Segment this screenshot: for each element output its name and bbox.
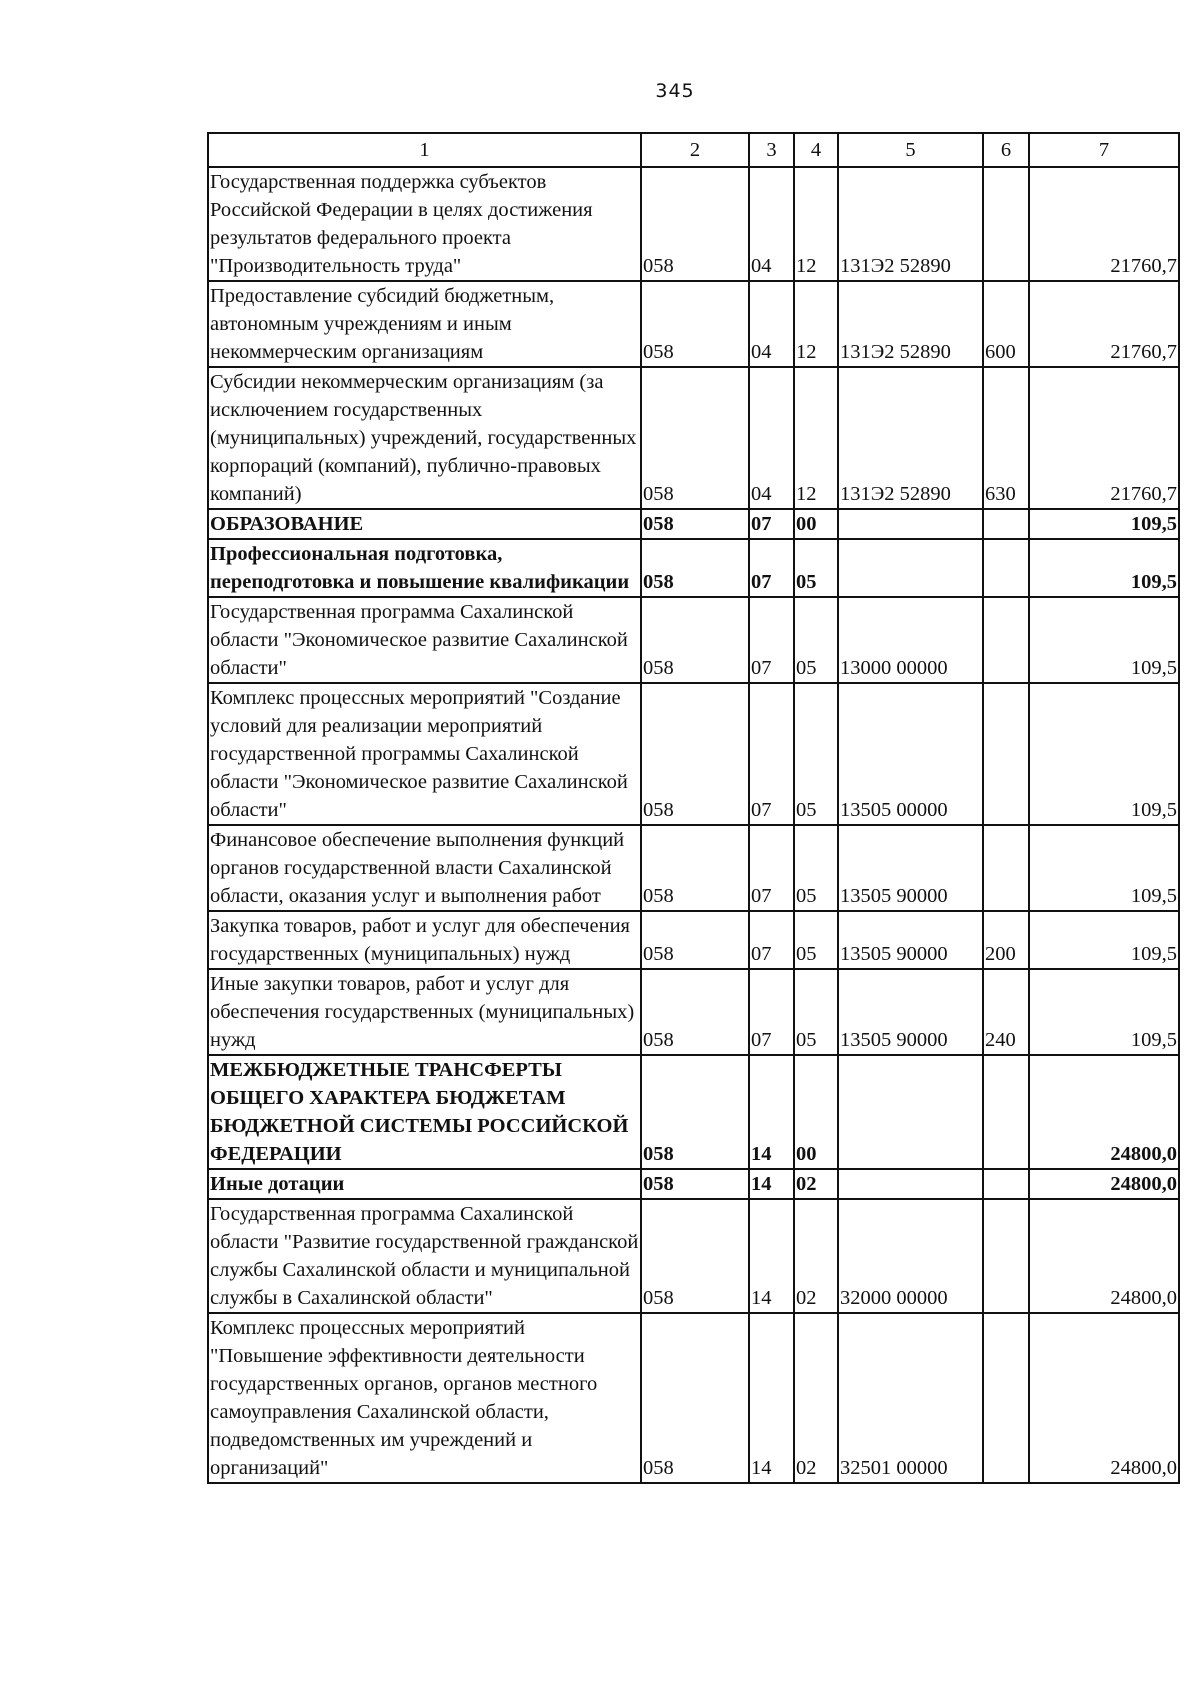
cell-target: 13505 90000 <box>838 969 983 1055</box>
cell-name: Предоставление субсидий бюджетным, автономным учреждениям и иным некоммерческим организациям <box>208 281 641 367</box>
table-row <box>208 1055 1179 1169</box>
cell-kind <box>983 683 1029 825</box>
table-row <box>208 825 1179 911</box>
cell-section: 07 <box>749 825 794 911</box>
cell-name: Государственная программа Сахалинской области "Экономическое развитие Сахалинской области" <box>208 597 641 683</box>
cell-ministry: 058 <box>641 167 749 281</box>
cell-section: 14 <box>749 1169 794 1199</box>
cell-amount: 24800,0 <box>1029 1055 1179 1169</box>
cell-name: Государственная поддержка субъектов Российской Федерации в целях достижения результатов федерального проекта "Производительность труда" <box>208 167 641 281</box>
table-row <box>208 683 1179 825</box>
cell-amount: 109,5 <box>1029 597 1179 683</box>
cell-section: 14 <box>749 1055 794 1169</box>
cell-amount: 109,5 <box>1029 825 1179 911</box>
cell-name: Финансовое обеспечение выполнения функций органов государственной власти Сахалинской области, оказания услуг и выполнения работ <box>208 825 641 911</box>
budget-table <box>207 132 1180 1484</box>
cell-subsection: 05 <box>794 969 838 1055</box>
cell-ministry: 058 <box>641 597 749 683</box>
cell-name: Иные закупки товаров, работ и услуг для обеспечения государственных (муниципальных) нужд <box>208 969 641 1055</box>
column-header-4: 4 <box>794 133 838 167</box>
cell-kind <box>983 1313 1029 1483</box>
cell-amount: 109,5 <box>1029 509 1179 539</box>
column-header-5: 5 <box>838 133 983 167</box>
cell-amount: 24800,0 <box>1029 1313 1179 1483</box>
table-row <box>208 281 1179 367</box>
table-row <box>208 509 1179 539</box>
cell-amount: 109,5 <box>1029 539 1179 597</box>
table-row <box>208 367 1179 509</box>
table-row <box>208 1313 1179 1483</box>
table-row <box>208 1199 1179 1313</box>
cell-kind: 240 <box>983 969 1029 1055</box>
column-header-3: 3 <box>749 133 794 167</box>
cell-ministry: 058 <box>641 969 749 1055</box>
cell-section: 07 <box>749 597 794 683</box>
cell-kind: 630 <box>983 367 1029 509</box>
column-header-2: 2 <box>641 133 749 167</box>
cell-name: Комплекс процессных мероприятий "Повышение эффективности деятельности государственных органов, органов местного самоуправления Сахалинской области, подведомственных им учреждений и организаций" <box>208 1313 641 1483</box>
cell-ministry: 058 <box>641 1055 749 1169</box>
cell-section: 07 <box>749 911 794 969</box>
cell-kind: 600 <box>983 281 1029 367</box>
cell-subsection: 05 <box>794 911 838 969</box>
table-row <box>208 1169 1179 1199</box>
cell-target: 131Э2 52890 <box>838 367 983 509</box>
column-header-6: 6 <box>983 133 1029 167</box>
cell-subsection: 02 <box>794 1169 838 1199</box>
cell-name: МЕЖБЮДЖЕТНЫЕ ТРАНСФЕРТЫ ОБЩЕГО ХАРАКТЕРА БЮДЖЕТАМ БЮДЖЕТНОЙ СИСТЕМЫ РОССИЙСКОЙ ФЕДЕРАЦИИ <box>208 1055 641 1169</box>
cell-amount: 109,5 <box>1029 683 1179 825</box>
cell-target <box>838 509 983 539</box>
cell-kind <box>983 1169 1029 1199</box>
cell-ministry: 058 <box>641 1313 749 1483</box>
cell-target: 13000 00000 <box>838 597 983 683</box>
column-number-row <box>208 133 1179 167</box>
table-row <box>208 167 1179 281</box>
budget-table-body <box>208 133 1179 1483</box>
cell-section: 07 <box>749 969 794 1055</box>
column-header-7: 7 <box>1029 133 1179 167</box>
table-row <box>208 597 1179 683</box>
cell-name: Государственная программа Сахалинской области "Развитие государственной гражданской службы Сахалинской области и муниципальной службы в Сахалинской области" <box>208 1199 641 1313</box>
cell-kind <box>983 1055 1029 1169</box>
cell-amount: 21760,7 <box>1029 367 1179 509</box>
cell-target: 13505 90000 <box>838 825 983 911</box>
cell-name: Комплекс процессных мероприятий "Создание условий для реализации мероприятий государственной программы Сахалинской области "Экономическое развитие Сахалинской области" <box>208 683 641 825</box>
cell-amount: 21760,7 <box>1029 167 1179 281</box>
cell-name: Закупка товаров, работ и услуг для обеспечения государственных (муниципальных) нужд <box>208 911 641 969</box>
cell-subsection: 00 <box>794 509 838 539</box>
cell-section: 04 <box>749 281 794 367</box>
cell-section: 14 <box>749 1313 794 1483</box>
table-row <box>208 911 1179 969</box>
cell-ministry: 058 <box>641 911 749 969</box>
cell-ministry: 058 <box>641 683 749 825</box>
cell-amount: 24800,0 <box>1029 1199 1179 1313</box>
cell-ministry: 058 <box>641 281 749 367</box>
cell-target <box>838 1055 983 1169</box>
cell-target: 13505 00000 <box>838 683 983 825</box>
cell-name: ОБРАЗОВАНИЕ <box>208 509 641 539</box>
cell-target: 131Э2 52890 <box>838 281 983 367</box>
page-number: 345 <box>655 80 695 102</box>
column-header-1: 1 <box>208 133 641 167</box>
cell-section: 07 <box>749 683 794 825</box>
cell-subsection: 12 <box>794 167 838 281</box>
cell-kind <box>983 825 1029 911</box>
cell-target: 13505 90000 <box>838 911 983 969</box>
cell-section: 04 <box>749 167 794 281</box>
cell-target: 32501 00000 <box>838 1313 983 1483</box>
cell-section: 07 <box>749 509 794 539</box>
cell-kind <box>983 1199 1029 1313</box>
cell-name: Субсидии некоммерческим организациям (за исключением государственных (муниципальных) учреждений, государственных корпораций (компаний), публично-правовых компаний) <box>208 367 641 509</box>
cell-subsection: 12 <box>794 281 838 367</box>
cell-subsection: 05 <box>794 683 838 825</box>
cell-subsection: 05 <box>794 597 838 683</box>
cell-ministry: 058 <box>641 367 749 509</box>
cell-ministry: 058 <box>641 509 749 539</box>
cell-target <box>838 539 983 597</box>
cell-subsection: 05 <box>794 539 838 597</box>
cell-kind <box>983 509 1029 539</box>
table-row <box>208 539 1179 597</box>
cell-kind <box>983 597 1029 683</box>
cell-section: 14 <box>749 1199 794 1313</box>
cell-subsection: 00 <box>794 1055 838 1169</box>
cell-section: 07 <box>749 539 794 597</box>
cell-amount: 109,5 <box>1029 911 1179 969</box>
cell-target <box>838 1169 983 1199</box>
cell-kind <box>983 167 1029 281</box>
cell-amount: 24800,0 <box>1029 1169 1179 1199</box>
cell-subsection: 02 <box>794 1199 838 1313</box>
cell-kind <box>983 539 1029 597</box>
cell-ministry: 058 <box>641 825 749 911</box>
cell-kind: 200 <box>983 911 1029 969</box>
cell-target: 32000 00000 <box>838 1199 983 1313</box>
cell-subsection: 05 <box>794 825 838 911</box>
cell-ministry: 058 <box>641 539 749 597</box>
cell-amount: 21760,7 <box>1029 281 1179 367</box>
cell-ministry: 058 <box>641 1169 749 1199</box>
cell-name: Профессиональная подготовка, переподготовка и повышение квалификации <box>208 539 641 597</box>
cell-target: 131Э2 52890 <box>838 167 983 281</box>
cell-amount: 109,5 <box>1029 969 1179 1055</box>
cell-section: 04 <box>749 367 794 509</box>
cell-subsection: 02 <box>794 1313 838 1483</box>
table-row <box>208 969 1179 1055</box>
cell-ministry: 058 <box>641 1199 749 1313</box>
cell-name: Иные дотации <box>208 1169 641 1199</box>
cell-subsection: 12 <box>794 367 838 509</box>
